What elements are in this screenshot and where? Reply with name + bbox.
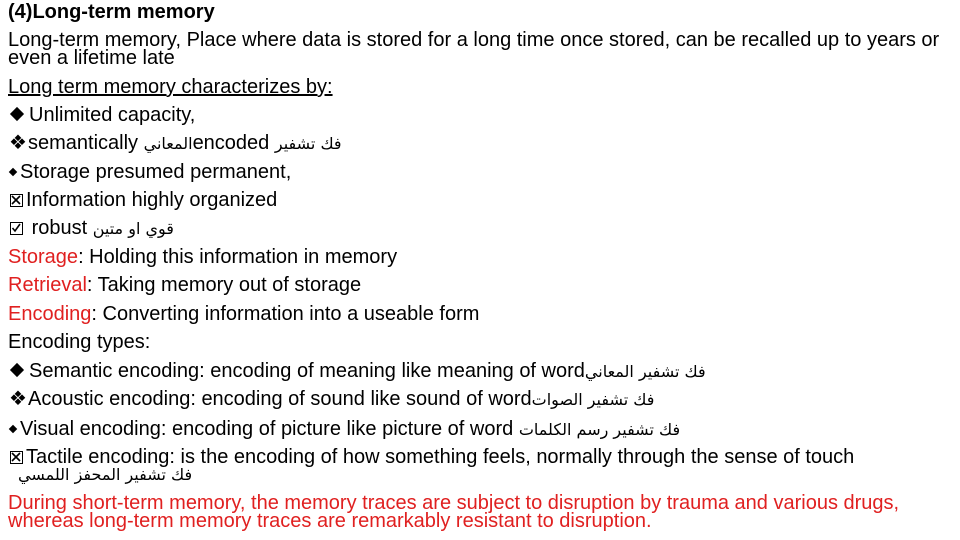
clover-bullet-icon: ❖ [9, 132, 27, 154]
bullet-capacity [8, 104, 195, 126]
bullet-semantically [8, 132, 342, 155]
storage-line [8, 246, 397, 268]
storage-term: Storage [8, 246, 79, 268]
acoustic-encoding-text: Acoustic encoding: encoding of sound like sound of word [28, 388, 532, 410]
clover-bullet-icon: ❖ [9, 388, 27, 410]
encoding-types-heading: Encoding types: [8, 331, 151, 353]
x-box-bullet-icon [10, 194, 23, 207]
diamond-bullet-icon [10, 107, 24, 121]
encoding-definition: : Converting information into a useable form [91, 303, 480, 325]
storage-definition: : Holding this information in memory [78, 246, 398, 268]
bullet-storage-permanent [8, 161, 291, 183]
check-box-bullet-icon [10, 222, 23, 235]
robust-arabic: قوي او متين [92, 219, 174, 238]
small-diamond-bullet-icon [9, 425, 17, 433]
semantically-text: semantically [28, 132, 139, 154]
storage-permanent-text: Storage presumed permanent, [20, 161, 292, 183]
organized-text: Information highly organized [26, 189, 278, 211]
encoding-line [8, 303, 479, 325]
small-diamond-bullet-icon [9, 168, 17, 176]
definition-text: Long-term memory, Place where data is stored for a long time once stored, can be recalled up to years or even a lifetime late [8, 29, 940, 69]
tactile-encoding-text: Tactile encoding: is the encoding of how something feels, normally through the sense of touch [26, 446, 855, 468]
acoustic-encoding-item [8, 388, 654, 411]
visual-encoding-arabic: فك تشفير رسم الكلمات [518, 420, 681, 439]
retrieval-line [8, 274, 361, 296]
semantic-encoding-arabic: فك تشفير المعاني [584, 362, 706, 381]
diamond-bullet-icon [10, 363, 24, 377]
encoded-arabic: فك تشفير [274, 134, 342, 153]
encoding-term: Encoding [8, 303, 92, 325]
tactile-encoding-arabic-line [18, 463, 192, 486]
capacity-text: Unlimited capacity, [29, 104, 196, 126]
robust-text: robust [31, 217, 88, 239]
semantic-encoding-text: Semantic encoding: encoding of meaning like meaning of word [29, 360, 585, 382]
retrieval-definition: : Taking memory out of storage [86, 274, 362, 296]
acoustic-encoding-arabic: فك تشفير الصوات [531, 390, 655, 409]
semantic-encoding-item [8, 360, 706, 383]
retrieval-term: Retrieval [8, 274, 87, 296]
conclusion-text: During short-term memory, the memory traces are subject to disruption by trauma and various drugs, whereas long-term memory traces are remarkably resistant to disruption. [8, 492, 900, 532]
encoded-text: encoded [192, 132, 270, 154]
semantically-arabic: المعاني [143, 134, 193, 153]
bullet-robust [8, 217, 174, 240]
bullet-organized [8, 189, 277, 211]
visual-encoding-item [8, 418, 680, 441]
page-title: (4)Long-term memory [8, 1, 215, 23]
visual-encoding-text: Visual encoding: encoding of picture like picture of word [20, 418, 514, 440]
characterizes-heading: Long term memory characterizes by: [8, 76, 333, 98]
tactile-encoding-arabic: فك تشفير المحفز اللمسي [18, 465, 193, 484]
